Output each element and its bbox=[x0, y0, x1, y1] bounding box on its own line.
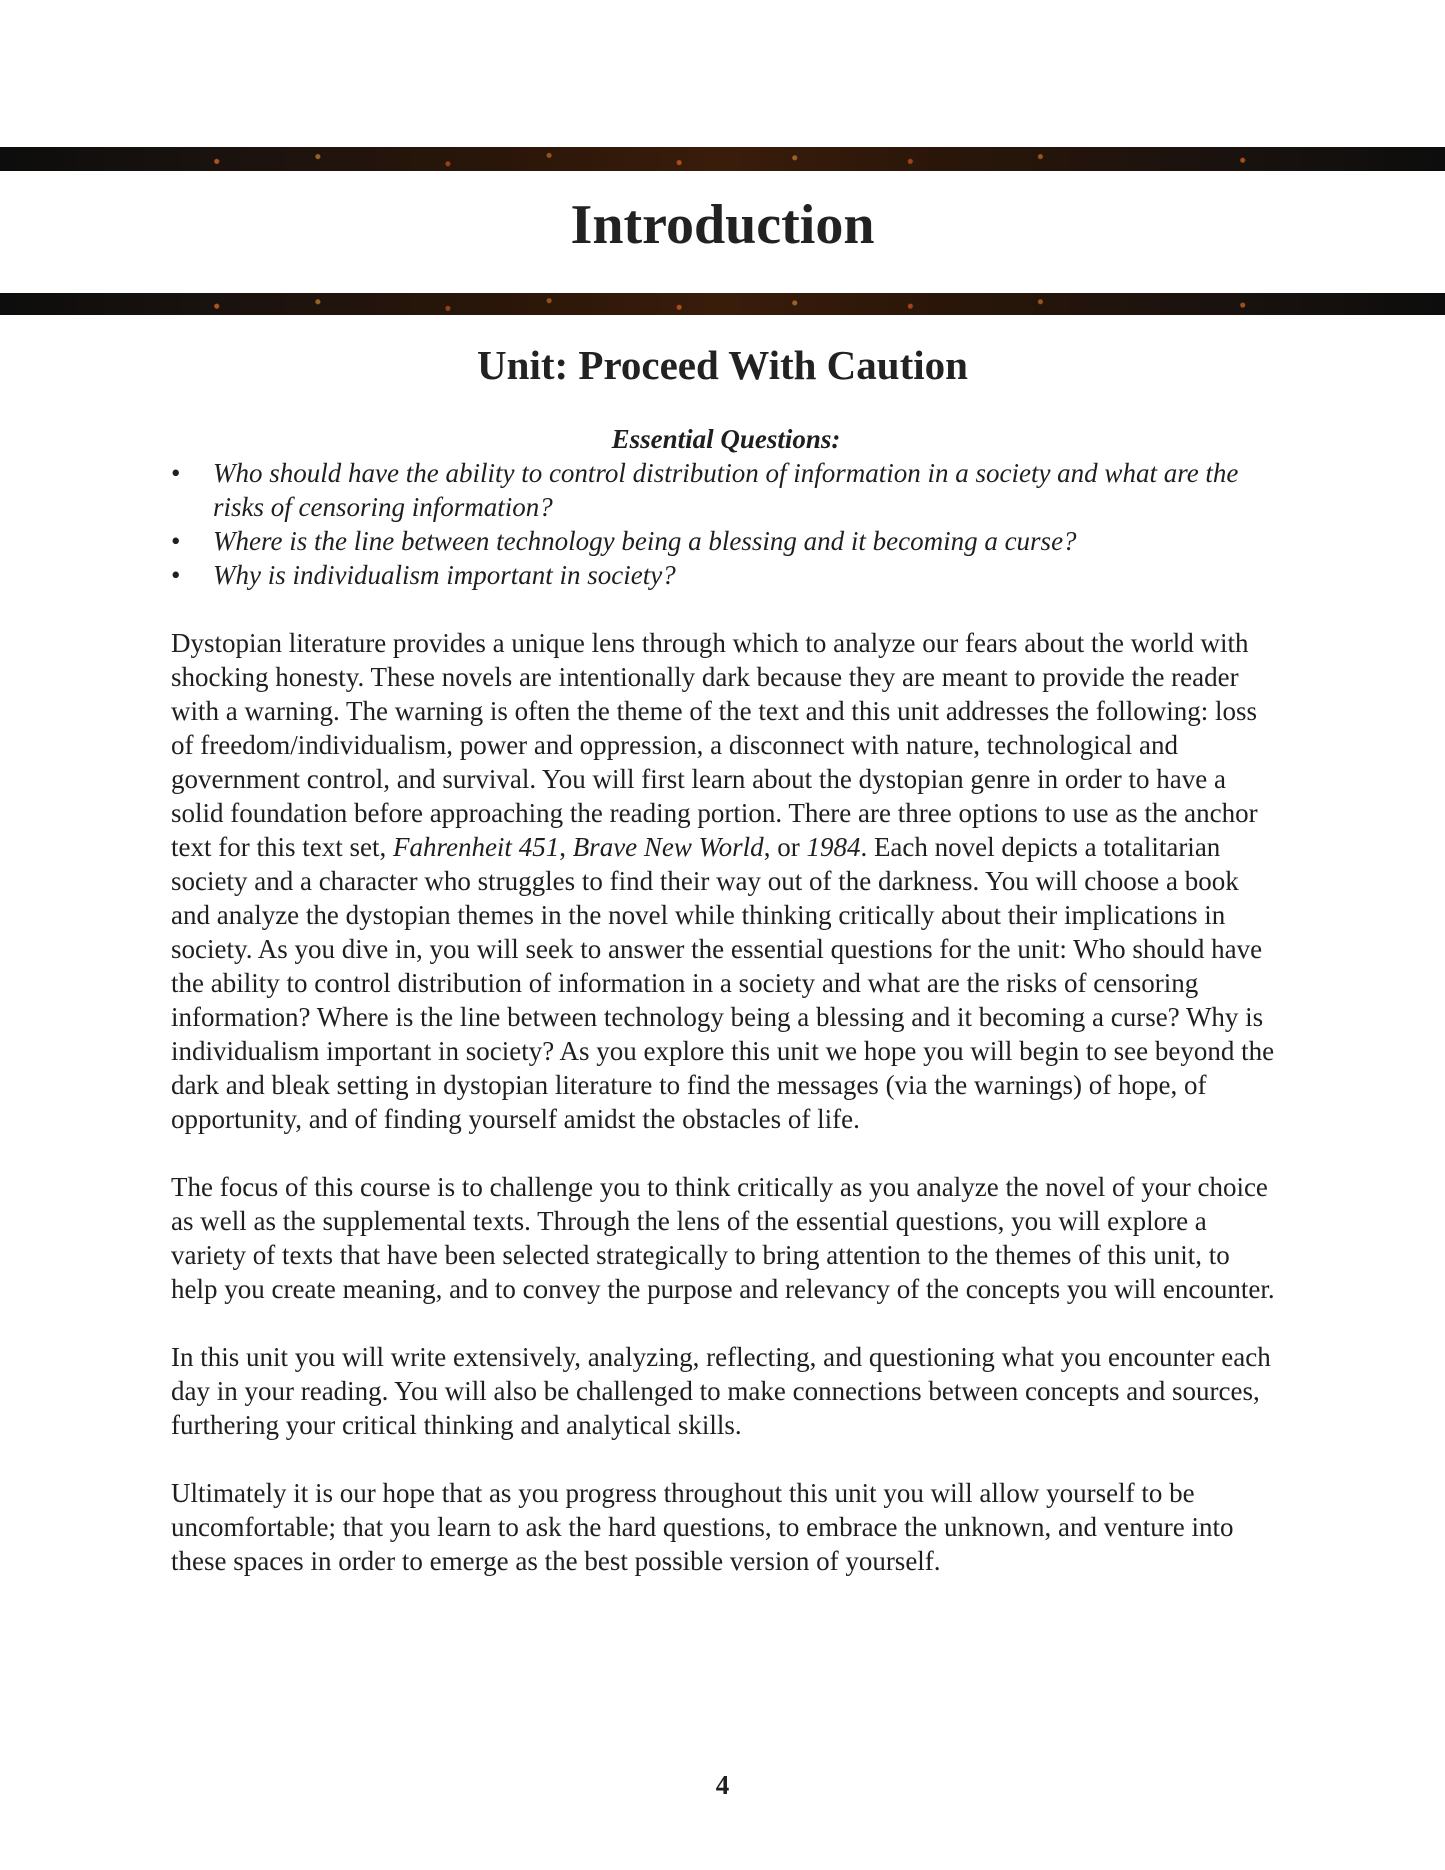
book-title-fahrenheit: Fahrenheit 451 bbox=[392, 832, 560, 862]
page-number: 4 bbox=[715, 1770, 730, 1800]
unit-title: Unit: Proceed With Caution bbox=[477, 342, 968, 388]
page-title: Introduction bbox=[570, 194, 875, 256]
paragraph-text: . Each novel depicts a totalitarian society and a character who struggles to find their way out of the darkness. You will choose a book and analyze the dystopian themes in the novel while thinking critically about their implications in society. As you dive in, you will seek to answer the essential questions for the unit: Who should have the ability to control distribution of information in a society and what are the risks of censoring information? Where is the line between technology being a blessing and it becoming a curse? Why is individualism important in society? As you explore this unit we hope you will begin to see beyond the dark and bleak setting in dystopian literature to find the messages (via the warnings) of hope, of opportunity, and of finding yourself amidst the obstacles of life. bbox=[171, 832, 1275, 1134]
body-paragraph-2: The focus of this course is to challenge you to think critically as you analyze the novel of your choice as well as the supplemental texts. Through the lens of the essential questions, you will explore a variety of texts that have been selected strategically to bring attention to the themes of this unit, to help you create meaning, and to convey the purpose and relevancy of the concepts you will encounter. bbox=[171, 1172, 1275, 1304]
body-paragraph-4: Ultimately it is our hope that as you progress throughout this unit you will allow yourself to be uncomfortable; that you learn to ask the hard questions, to embrace the unknown, and venture into these spaces in order to emerge as the best possible version of yourself. bbox=[171, 1478, 1234, 1576]
bullet-marker: • bbox=[171, 526, 181, 556]
separator-text: , or bbox=[763, 832, 807, 862]
body-paragraph-1 bbox=[171, 626, 1281, 1136]
separator-text: , bbox=[559, 832, 573, 862]
essential-question-text: Who should have the ability to control distribution of information in a society and what are the risks of censoring information? bbox=[213, 458, 1239, 522]
list-item bbox=[171, 524, 1281, 558]
bullet-marker: • bbox=[171, 458, 181, 488]
body-paragraph-3: In this unit you will write extensively, analyzing, reflecting, and questioning what you encounter each day in your reading. You will also be challenged to make connections between concepts and sources, furthering your critical thinking and analytical skills. bbox=[171, 1342, 1271, 1440]
essential-question-text: Where is the line between technology being a blessing and it becoming a curse? bbox=[213, 526, 1077, 556]
essential-questions-list bbox=[171, 456, 1281, 592]
decorative-banner-bottom bbox=[0, 293, 1445, 315]
decorative-banner-top bbox=[0, 147, 1445, 171]
page-content bbox=[171, 422, 1281, 1578]
book-title-1984: 1984 bbox=[806, 832, 861, 862]
bullet-marker: • bbox=[171, 560, 181, 590]
essential-questions-heading: Essential Questions: bbox=[611, 424, 841, 454]
paragraph-text: Dystopian literature provides a unique lens through which to analyze our fears about the world with shocking honesty. These novels are intentionally dark because they are meant to provide the reader with a warning. The warning is often the theme of the text and this unit addresses the following: loss of freedom/individualism, power and oppression, a disconnect with nature, technological and government control, and survival. You will first learn about the dystopian genre in order to have a solid foundation before approaching the reading portion. There are three options to use as the anchor text for this text set, bbox=[171, 628, 1258, 862]
list-item bbox=[171, 456, 1281, 524]
book-title-brave-new-world: Brave New World bbox=[572, 832, 764, 862]
list-item bbox=[171, 558, 1281, 592]
essential-question-text: Why is individualism important in society? bbox=[213, 560, 676, 590]
